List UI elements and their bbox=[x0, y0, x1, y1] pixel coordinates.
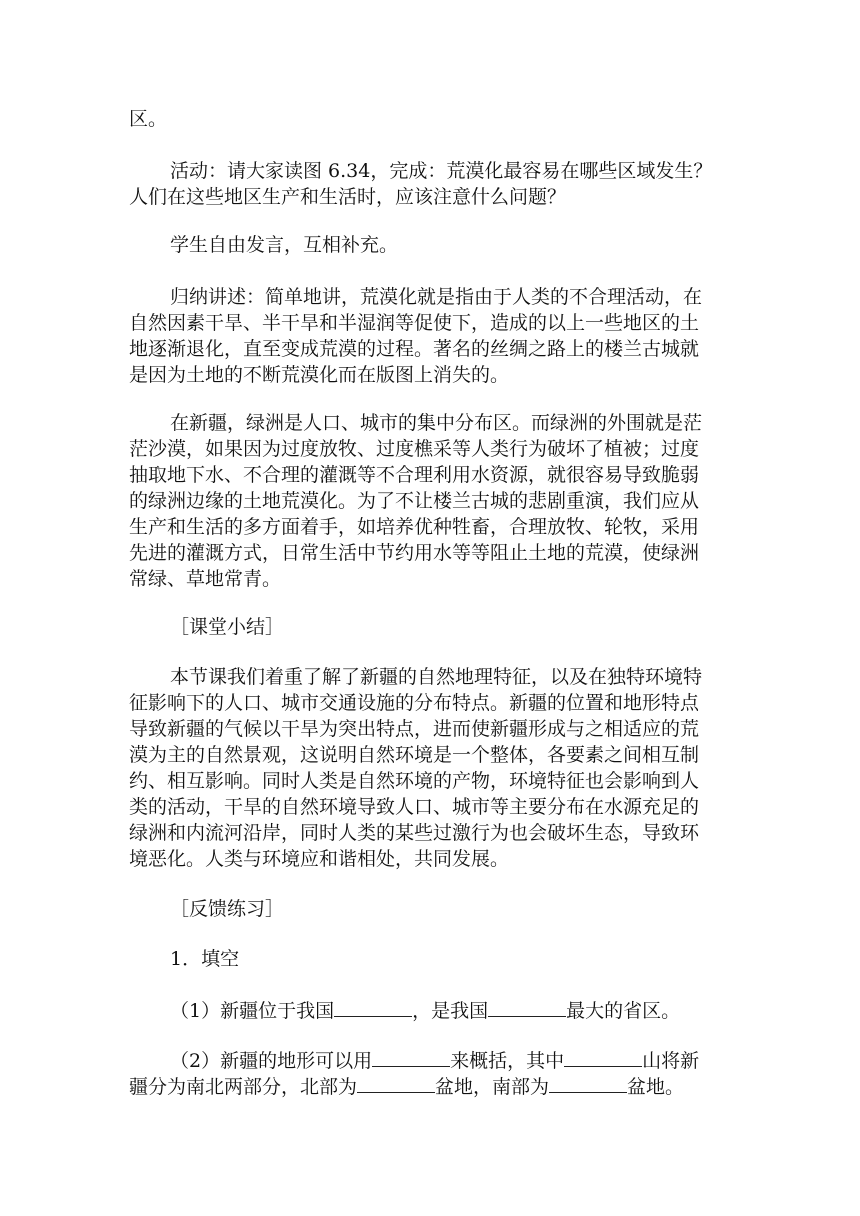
text-line: 区。 bbox=[129, 108, 168, 130]
activity-line: 活动：请大家读图 6.34，完成：荒漠化最容易在哪些区域发生？ bbox=[170, 160, 713, 182]
question-text: 山将新 bbox=[642, 1050, 700, 1072]
answer-blank[interactable] bbox=[564, 1046, 642, 1067]
section-heading-summary: ［课堂小结］ bbox=[170, 616, 285, 638]
question-text: 疆分为南北两部分，北部为 bbox=[129, 1076, 358, 1098]
text-line: 漠为主的自然景观，这说明自然环境是一个整体，各要素之间相互制 bbox=[129, 744, 700, 766]
exercise-heading: 1．填空 bbox=[170, 948, 240, 970]
text-line: 是因为土地的不断荒漠化而在版图上消失的。 bbox=[129, 364, 510, 386]
text-line: 生产和生活的多方面着手，如培养优种牲畜，合理放牧、轮牧，采用 bbox=[129, 516, 700, 538]
section-heading-practice: ［反馈练习］ bbox=[170, 898, 285, 920]
text-line: 学生自由发言，互相补充。 bbox=[170, 234, 399, 256]
question-text: 盆地，南部为 bbox=[435, 1076, 550, 1098]
text-line: 自然因素干旱、半干旱和半湿润等促使下，造成的以上一些地区的土 bbox=[129, 312, 700, 334]
text-line: 先进的灌溉方式，日常生活中节约用水等等阻止土地的荒漠，使绿洲 bbox=[129, 542, 700, 564]
question-text: 盆地。 bbox=[627, 1076, 685, 1098]
answer-blank[interactable] bbox=[357, 1072, 435, 1093]
question-text: ，是我国 bbox=[412, 1000, 489, 1022]
question-2 bbox=[170, 1046, 699, 1074]
text-line: 抽取地下水、不合理的灌溉等不合理利用水资源，就很容易导致脆弱 bbox=[129, 464, 700, 486]
question-1 bbox=[170, 996, 680, 1024]
text-line: 在新疆，绿洲是人口、城市的集中分布区。而绿洲的外围就是茫 bbox=[170, 412, 703, 434]
text-line: 征影响下的人口、城市交通设施的分布特点。新疆的位置和地形特点 bbox=[129, 692, 700, 714]
text-line: 导致新疆的气候以干旱为突出特点，进而使新疆形成与之相适应的荒 bbox=[129, 718, 700, 740]
answer-blank[interactable] bbox=[372, 1046, 450, 1067]
answer-blank[interactable] bbox=[334, 996, 412, 1017]
answer-blank[interactable] bbox=[549, 1072, 627, 1093]
text-line: 绿洲和内流河沿岸，同时人类的某些过激行为也会破坏生态，导致环 bbox=[129, 822, 700, 844]
text-line: 的绿洲边缘的土地荒漠化。为了不让楼兰古城的悲剧重演，我们应从 bbox=[129, 490, 700, 512]
question-text: 来概括，其中 bbox=[450, 1050, 565, 1072]
text-line: 约、相互影响。同时人类是自然环境的产物，环境特征也会影响到人 bbox=[129, 770, 700, 792]
answer-blank[interactable] bbox=[488, 996, 566, 1017]
text-line: 常绿、草地常青。 bbox=[129, 568, 282, 590]
text-line: 人们在这些地区生产和生活时，应该注意什么问题？ bbox=[129, 186, 567, 208]
question-text: （2）新疆的地形可以用 bbox=[170, 1050, 373, 1072]
text-line: 茫沙漠，如果因为过度放牧、过度樵采等人类行为破坏了植被；过度 bbox=[129, 438, 700, 460]
text-line: 本节课我们着重了解了新疆的自然地理特征，以及在独特环境特 bbox=[170, 666, 703, 688]
question-text: 最大的省区。 bbox=[566, 1000, 681, 1022]
text-line: 类的活动，干旱的自然环境导致人口、城市等主要分布在水源充足的 bbox=[129, 796, 700, 818]
text-line: 归纳讲述：简单地讲，荒漠化就是指由于人类的不合理活动，在 bbox=[170, 286, 703, 308]
text-line: 境恶化。人类与环境应和谐相处，共同发展。 bbox=[129, 848, 510, 870]
text-line: 地逐渐退化，直至变成荒漠的过程。著名的丝绸之路上的楼兰古城就 bbox=[129, 338, 700, 360]
question-2-cont bbox=[129, 1072, 684, 1100]
question-text: （1）新疆位于我国 bbox=[170, 1000, 335, 1022]
